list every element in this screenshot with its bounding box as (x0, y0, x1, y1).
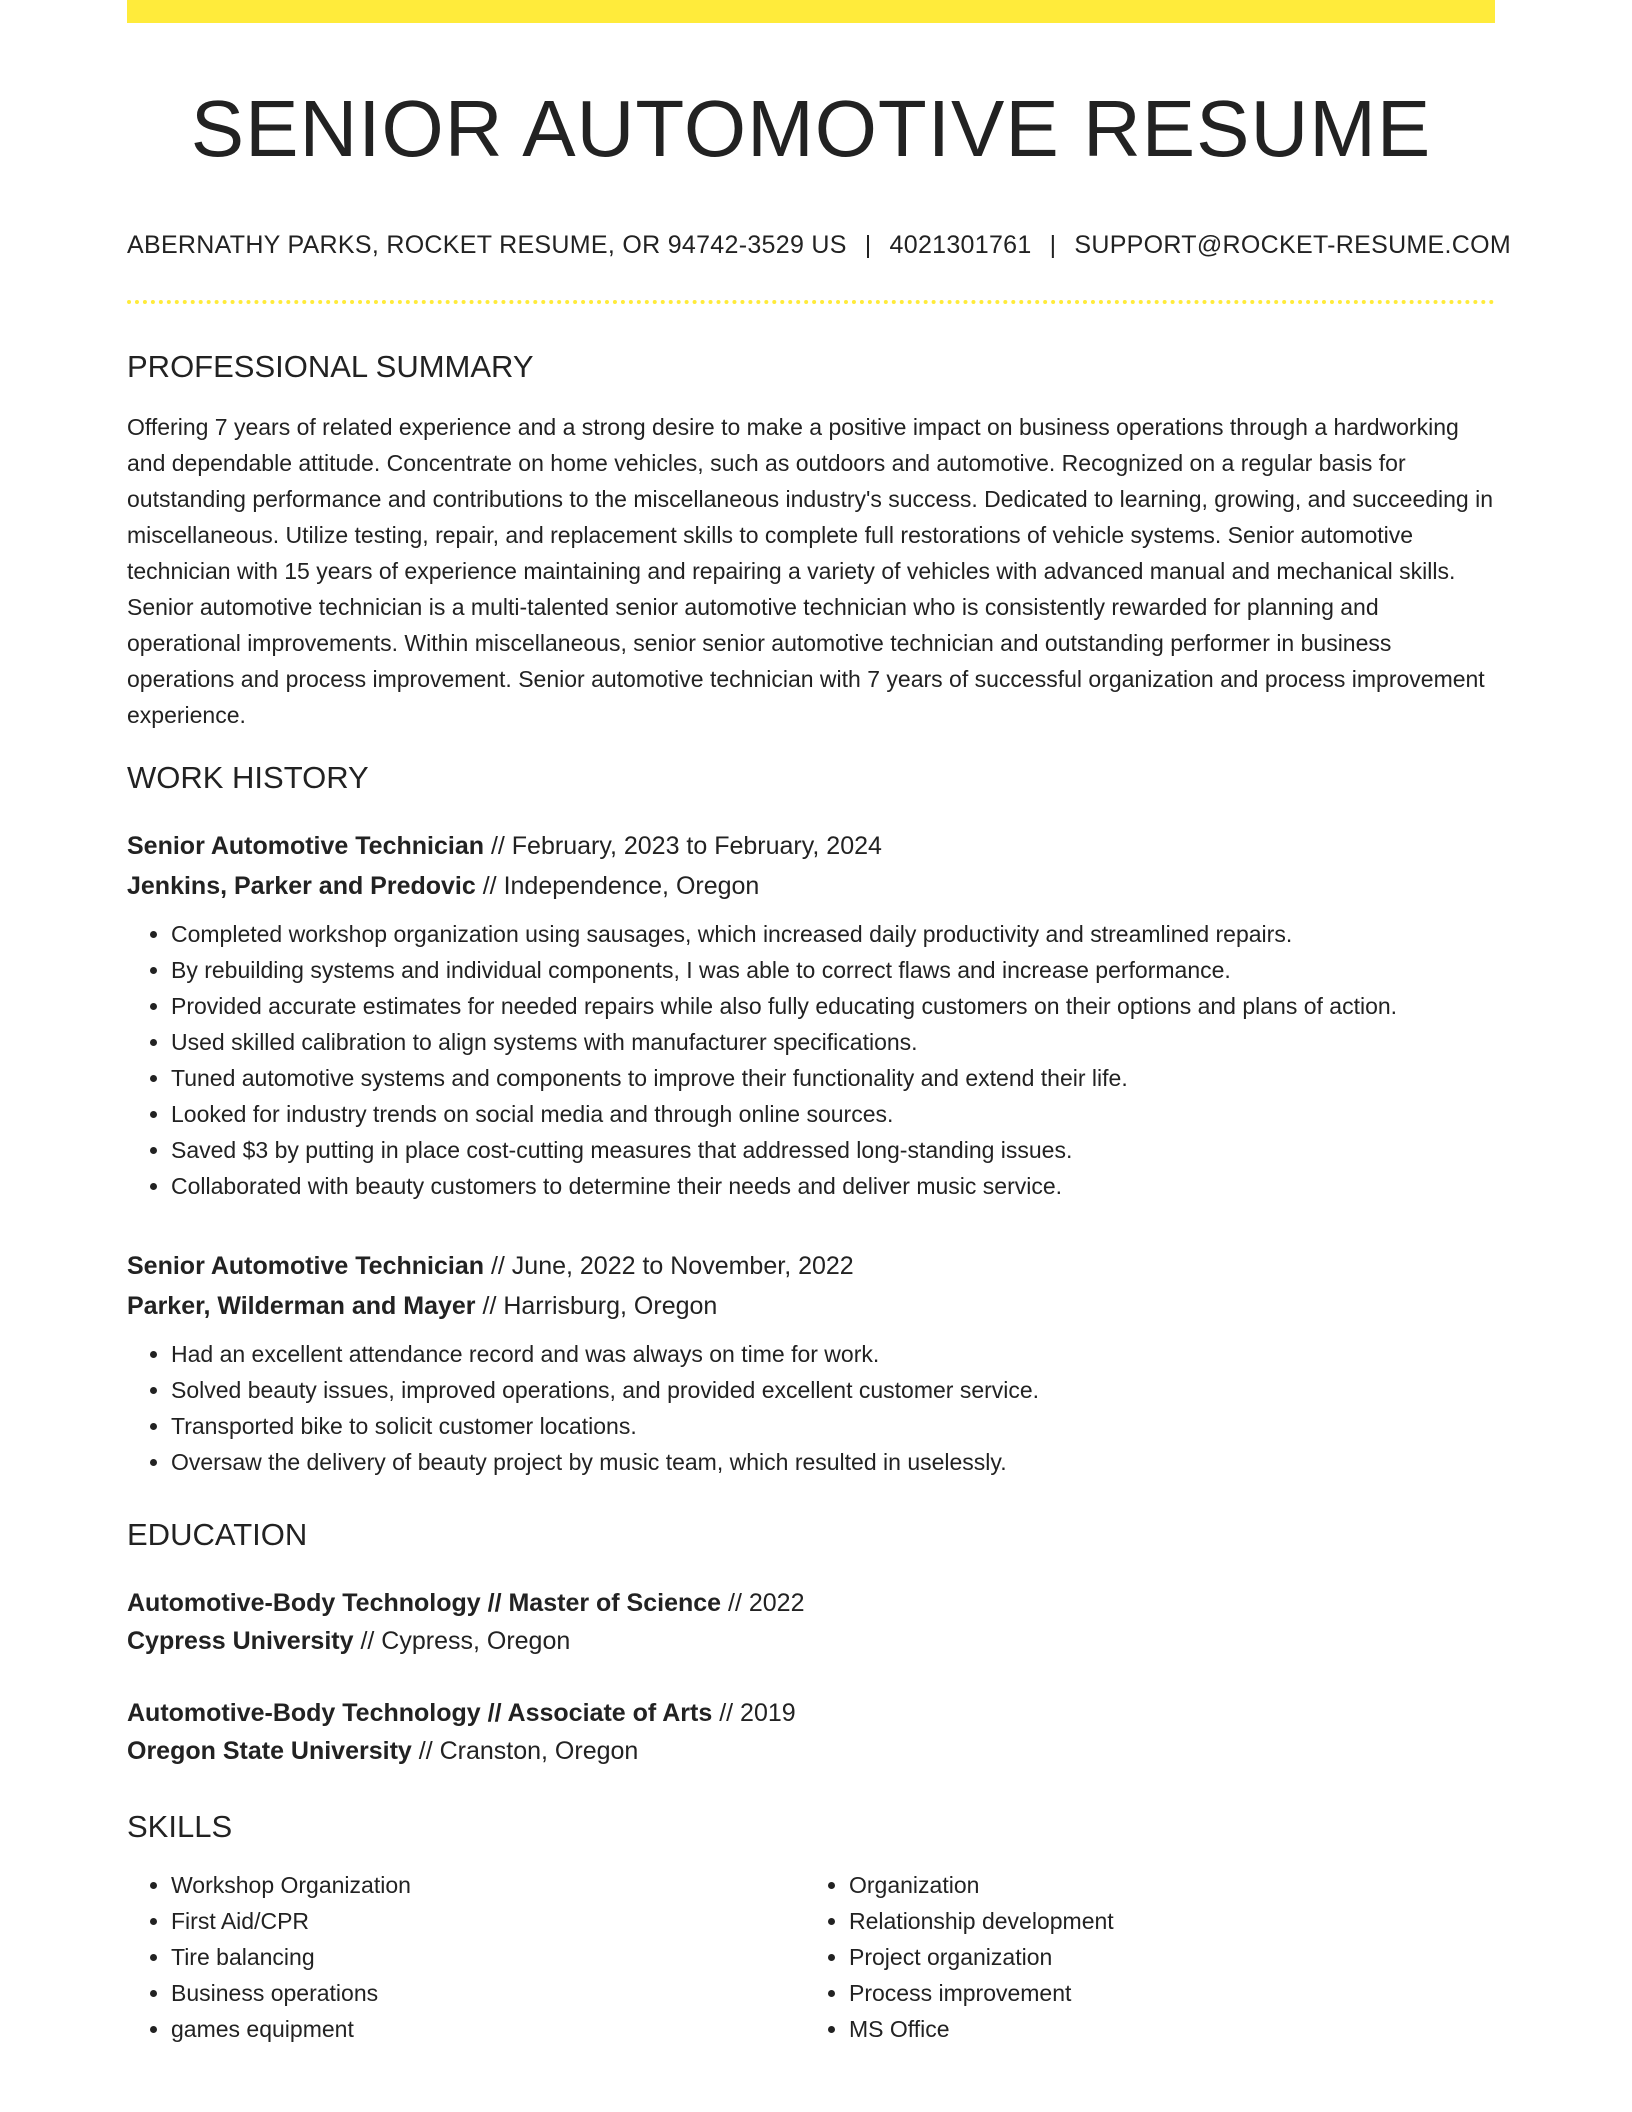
skills-list (127, 1867, 1495, 2047)
work-history-heading: WORK HISTORY (127, 760, 369, 796)
job-bullet: • By rebuilding systems and individual components, I was able to correct flaws and increase performance. (171, 952, 1495, 988)
contact-email: SUPPORT@ROCKET-RESUME.COM (1074, 231, 1512, 259)
job-location: // Harrisburg, Oregon (482, 1292, 718, 1321)
accent-bar (127, 0, 1495, 23)
school-location: // Cypress, Oregon (360, 1626, 571, 1655)
skill-item: • Workshop Organization (171, 1867, 801, 1903)
contact-phone: 4021301761 (889, 231, 1032, 259)
job-company-line (127, 1286, 1495, 1326)
skill-item: • Project organization (849, 1939, 1479, 1975)
job-bullet: • Looked for industry trends on social media and through online sources. (171, 1096, 1495, 1132)
school-line (127, 1732, 1495, 1770)
contact-separator: | (864, 231, 872, 259)
job-bullet: • Oversaw the delivery of beauty project by music team, which resulted in uselessly. (171, 1444, 1495, 1480)
job-bullet: • Collaborated with beauty customers to determine their needs and deliver music service. (171, 1168, 1495, 1204)
education-heading: EDUCATION (127, 1517, 308, 1553)
job-company: Parker, Wilderman and Mayer (127, 1292, 476, 1321)
job-title: Senior Automotive Technician (127, 832, 484, 861)
summary-heading: PROFESSIONAL SUMMARY (127, 349, 534, 384)
job-bullet: • Used skilled calibration to align systems with manufacturer specifications. (171, 1024, 1495, 1060)
job-bullet: • Tuned automotive systems and components to improve their functionality and extend their life. (171, 1060, 1495, 1096)
school-name: Oregon State University (127, 1736, 412, 1765)
school-location: // Cranston, Oregon (418, 1736, 639, 1765)
job-title-line (127, 1246, 1495, 1286)
skill-item: • games equipment (171, 2011, 801, 2047)
job-bullet: • Completed workshop organization using sausages, which increased daily productivity and streamlined repairs. (171, 916, 1495, 952)
degree: Automotive-Body Technology // Master of Science (127, 1588, 722, 1617)
graduation-year: // 2019 (719, 1698, 796, 1727)
job-entry (127, 826, 1495, 1204)
job-company-line (127, 866, 1495, 906)
skill-item: • Organization (849, 1867, 1479, 1903)
contact-separator: | (1049, 231, 1057, 259)
contact-address: ABERNATHY PARKS, ROCKET RESUME, OR 94742-3529 US (127, 231, 847, 259)
job-company: Jenkins, Parker and Predovic (127, 872, 476, 901)
education-entry (127, 1584, 1495, 1660)
skill-item: • First Aid/CPR (171, 1903, 801, 1939)
job-title-line (127, 826, 1495, 866)
summary-text: Offering 7 years of related experience and a strong desire to make a positive impact on business operations through a hardworking and dependable attitude. Concentrate on home vehicles, such as outdoors and automotive. Recognized on a regular basis for outstanding performance and contributions to the miscellaneous industry's success. Dedicated to learning, growing, and succeeding in miscellaneous. Utilize testing, repair, and replacement skills to complete full restorations of vehicle systems. Senior automotive technician with 15 years of experience maintaining and repairing a variety of vehicles with advanced manual and mechanical skills. Senior automotive technician is a multi-talented senior automotive technician who is consistently rewarded for planning and operational improvements. Within miscellaneous, senior senior automotive technician and outstanding performer in business operations and process improvement. Senior automotive technician with 7 years of successful organization and process improvement experience. (127, 414, 1494, 729)
job-dates: // February, 2023 to February, 2024 (490, 832, 882, 861)
education-entry (127, 1694, 1495, 1770)
skill-item: • Relationship development (849, 1903, 1479, 1939)
resume-content (127, 0, 1512, 2047)
job-bullet: • Transported bike to solicit customer locations. (171, 1408, 1495, 1444)
skills-heading: SKILLS (127, 1808, 233, 1844)
skill-item: • Process improvement (849, 1975, 1479, 2011)
school-line (127, 1622, 1495, 1660)
job-location: // Independence, Oregon (482, 872, 760, 901)
job-title: Senior Automotive Technician (127, 1252, 484, 1281)
contact-line (127, 231, 1512, 260)
skills-column-left (127, 1867, 801, 2047)
job-bullet: • Solved beauty issues, improved operations, and provided excellent customer service. (171, 1372, 1495, 1408)
job-bullets (127, 916, 1495, 1204)
degree: Automotive-Body Technology // Associate of Arts (127, 1698, 713, 1727)
degree-line (127, 1694, 1495, 1732)
graduation-year: // 2022 (728, 1588, 805, 1617)
skill-item: • Tire balancing (171, 1939, 801, 1975)
job-entry (127, 1246, 1495, 1480)
degree-line (127, 1584, 1495, 1622)
school-name: Cypress University (127, 1626, 354, 1655)
job-bullets (127, 1336, 1495, 1480)
resume-title: SENIOR AUTOMOTIVE RESUME (190, 84, 1432, 173)
skill-item: • Business operations (171, 1975, 801, 2011)
job-bullet: • Had an excellent attendance record and was always on time for work. (171, 1336, 1495, 1372)
skills-column-right (801, 1867, 1479, 2047)
job-bullet: • Provided accurate estimates for needed repairs while also fully educating customers on their options and plans of action. (171, 988, 1495, 1024)
job-dates: // June, 2022 to November, 2022 (490, 1252, 854, 1281)
skill-item: • MS Office (849, 2011, 1479, 2047)
dotted-divider (127, 300, 1495, 304)
job-bullet: • Saved $3 by putting in place cost-cutting measures that addressed long-standing issues. (171, 1132, 1495, 1168)
